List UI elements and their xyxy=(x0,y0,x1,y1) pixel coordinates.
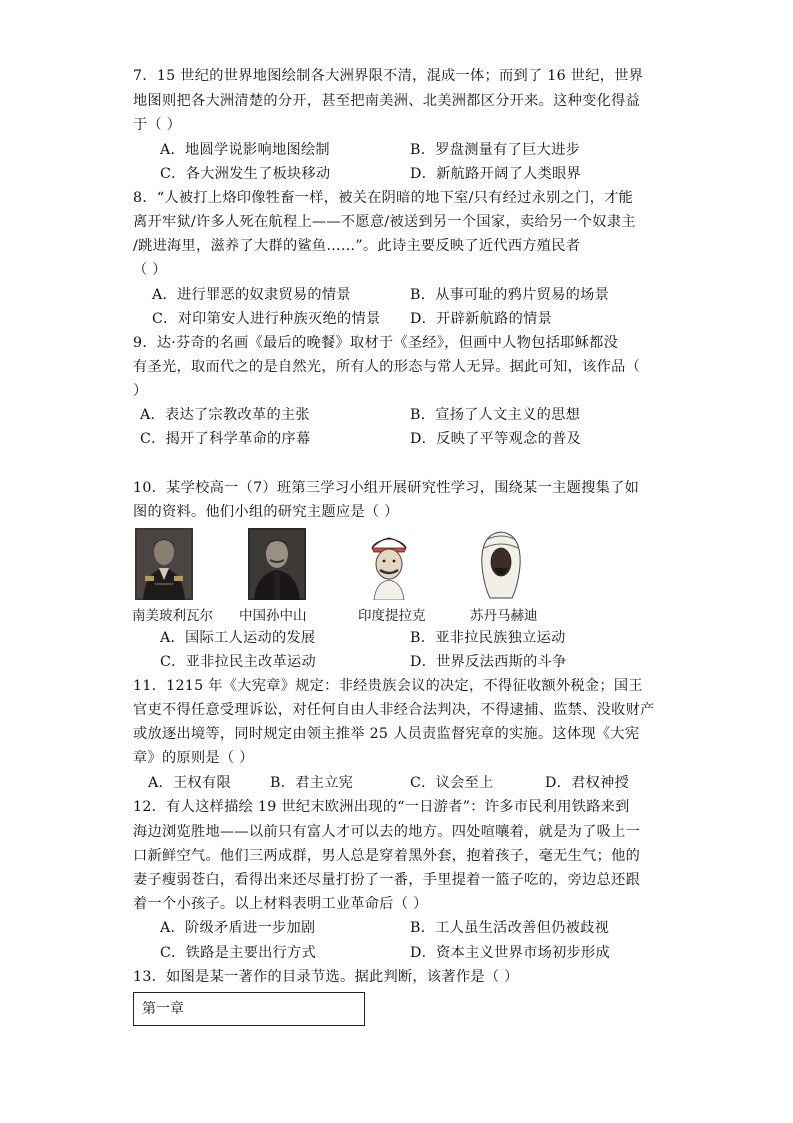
q9-stem-line-2: 有圣光，取而代之的是自然光，所有人的形态与常人无异。据此可知，该作品（ xyxy=(133,359,641,375)
q7-option-b[interactable]: B．罗盘测量有了巨大进步 xyxy=(410,142,581,158)
q7-option-a[interactable]: A．地圆学说影响地图绘制 xyxy=(160,142,330,158)
q8-option-a[interactable]: A．进行罪恶的奴隶贸易的情景 xyxy=(152,287,351,303)
q11-option-b[interactable]: B．君主立宪 xyxy=(270,775,354,791)
q12-option-c[interactable]: C．铁路是主要出行方式 xyxy=(160,945,317,961)
caption-sun-yat-sen: 中国孙中山 xyxy=(239,608,307,624)
caption-bolivar: 南美玻利瓦尔 xyxy=(132,608,213,624)
mahdi-portrait xyxy=(472,528,530,600)
q11-stem-line-3: 或放逐出境等，同时规定由领主推举 25 人员责监督宪章的实施。这体现《大宪 xyxy=(133,726,640,742)
caption-tilak: 印度提拉克 xyxy=(358,608,426,624)
q9-option-c[interactable]: C．揭开了科学革命的序幕 xyxy=(140,431,311,447)
q8-stem-line-3: /跳进海里，滋养了大群的鲨鱼……”。此诗主要反映了近代西方殖民者 xyxy=(133,238,581,254)
q11-stem-line-4: 章》的原则是（ ） xyxy=(133,750,254,766)
q11-stem-line-1: 11．1215 年《大宪章》规定：非经贵族会议的决定，不得征收额外税金；国王 xyxy=(133,678,643,694)
q9-stem-line-3: ） xyxy=(133,383,148,399)
q9-option-b[interactable]: B．宣扬了人文主义的思想 xyxy=(410,407,581,423)
q7-option-d[interactable]: D．新航路开阔了人类眼界 xyxy=(410,166,582,182)
q7-stem-line-2: 地图则把各大洲清楚的分开，甚至把南美洲、北美洲都区分开来。这种变化得益 xyxy=(133,93,641,109)
q12-stem-line-3: 口新鲜空气。他们三两成群，男人总是穿着黑外套，抱着孩子，毫无生气；他的 xyxy=(133,848,641,864)
q8-stem-line-4: （ ） xyxy=(133,262,167,278)
q11-option-a[interactable]: A．王权有限 xyxy=(148,775,231,791)
q7-option-c[interactable]: C．各大洲发生了板块移动 xyxy=(160,166,331,182)
caption-mahdi: 苏丹马赫迪 xyxy=(470,608,538,624)
q10-option-b[interactable]: B．亚非拉民族独立运动 xyxy=(410,630,566,646)
q12-stem-line-4: 妻子瘦弱苍白，看得出来还尽量打扮了一番，手里提着一篮子吃的，旁边总还跟 xyxy=(133,872,641,888)
q8-stem-line-1: 8．“人被打上烙印像牲畜一样，被关在阴暗的地下室/只有经过永别之门，才能 xyxy=(133,190,634,206)
tilak-portrait xyxy=(360,528,418,600)
q12-stem-line-5: 着一个小孩子。以上材料表明工业革命后（ ） xyxy=(133,896,428,912)
toc-chapter-one: 第一章 xyxy=(142,1001,184,1017)
q12-stem-line-2: 海边浏览胜地——以前只有富人才可以去的地方。四处喧嚷着，就是为了吸上一 xyxy=(133,824,641,840)
q9-stem-line-1: 9．达·芬奇的名画《最后的晚餐》取材于《圣经》，但画中人物包括耶稣都没 xyxy=(133,335,619,351)
q10-option-c[interactable]: C．亚非拉民主改革运动 xyxy=(160,654,317,670)
q12-option-b[interactable]: B．工人虽生活改善但仍被歧视 xyxy=(410,920,610,936)
q9-option-d[interactable]: D．反映了平等观念的普及 xyxy=(410,431,582,447)
q9-option-a[interactable]: A．表达了宗教改革的主张 xyxy=(140,407,310,423)
sun-yat-sen-portrait xyxy=(248,528,306,600)
q12-option-a[interactable]: A．阶级矛盾进一步加剧 xyxy=(160,920,316,936)
q8-option-c[interactable]: C．对印第安人进行种族灭绝的情景 xyxy=(152,311,381,327)
q7-stem-line-1: 7．15 世纪的世界地图绘制各大洲界限不清，混成一体；而到了 16 世纪，世界 xyxy=(133,68,644,84)
q10-option-a[interactable]: A．国际工人运动的发展 xyxy=(160,630,316,646)
q7-stem-line-3: 于（ ） xyxy=(133,117,182,133)
q8-option-d[interactable]: D．开辟新航路的情景 xyxy=(410,311,553,327)
toc-excerpt-box xyxy=(133,992,365,1026)
q8-option-b[interactable]: B．从事可耻的鸦片贸易的场景 xyxy=(410,287,610,303)
q10-stem-line-2: 图的资料。他们小组的研究主题应是（ ） xyxy=(133,504,399,520)
q12-stem-line-1: 12．有人这样描绘 19 世纪末欧洲出现的“一日游者”：许多市民利用铁路来到 xyxy=(133,799,630,815)
q11-stem-line-2: 官吏不得任意受理诉讼，对任何自由人非经合法判决，不得逮捕、监禁、没收财产 xyxy=(133,702,655,718)
q13-stem-line-1: 13．如图是某一著作的目录节选。据此判断，该著作是（ ） xyxy=(133,969,519,985)
bolivar-portrait xyxy=(135,528,193,600)
q10-option-d[interactable]: D．世界反法西斯的斗争 xyxy=(410,654,567,670)
q10-stem-line-1: 10．某学校高一（7）班第三学习小组开展研究性学习，围绕某一主题搜集了如 xyxy=(133,480,640,496)
q12-option-d[interactable]: D．资本主义世界市场初步形成 xyxy=(410,945,611,961)
q11-option-c[interactable]: C．议会至上 xyxy=(410,775,494,791)
q11-option-d[interactable]: D．君权神授 xyxy=(545,775,630,791)
q8-stem-line-2: 离开牢狱/许多人死在航程上——不愿意/被送到另一个国家，卖给另一个奴隶主 xyxy=(133,214,636,230)
